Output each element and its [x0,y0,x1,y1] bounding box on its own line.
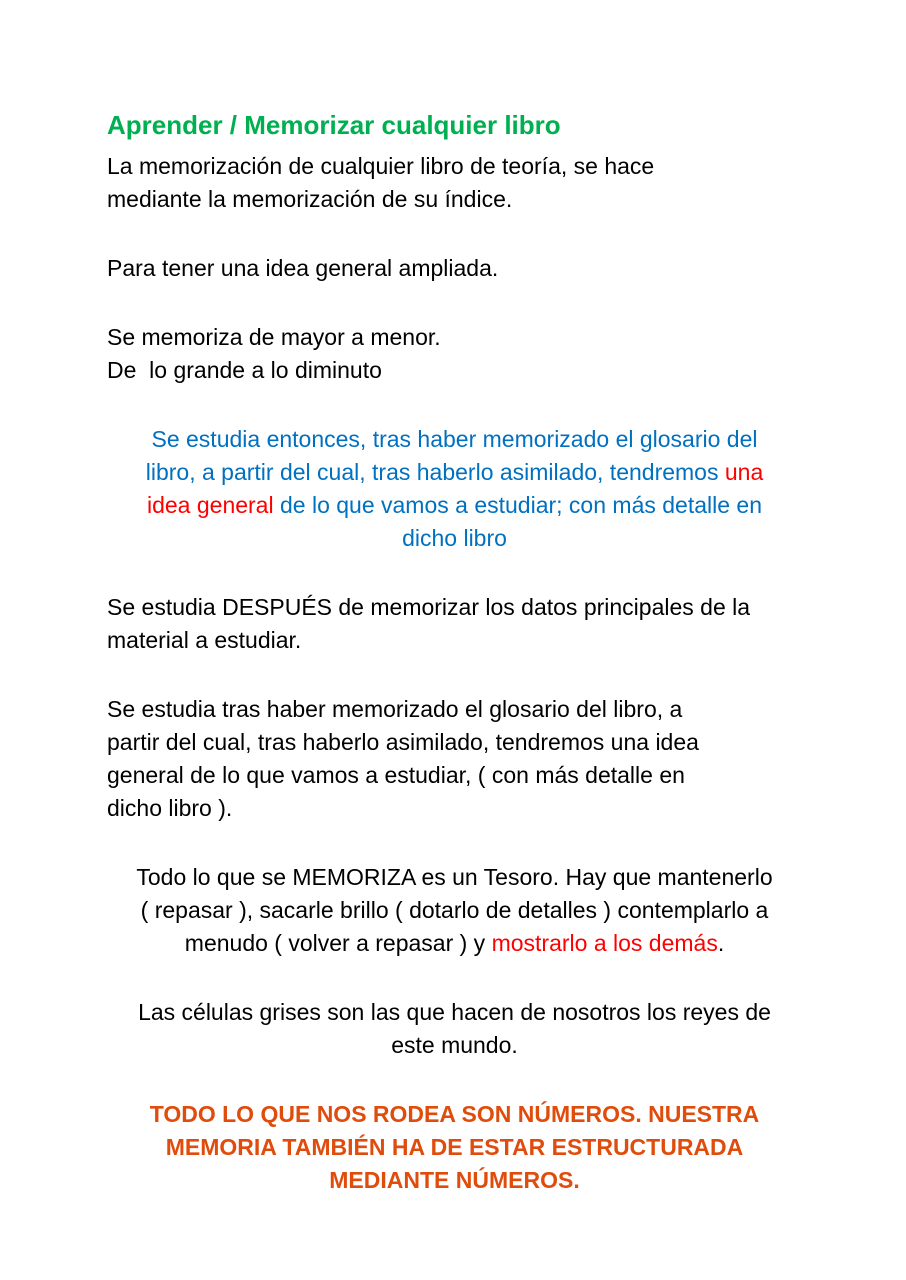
paragraph-blue-note [107,423,802,555]
paragraph-intro [107,150,802,216]
paragraph-numeros [107,1098,802,1197]
red-highlight-segment: mostrarlo a los demás [491,930,718,956]
paragraph-glosario-line-2: partir del cual, tras haberlo asimilado, tendremos una idea [107,729,699,755]
black-segment: . [717,930,725,956]
paragraph-idea-general [107,252,802,285]
paragraph-intro-line-1: La memorización de cualquier libro de teoría, se hace [107,153,655,179]
blue-segment: libro, a partir del cual, tras haberlo asimilado, tendremos [145,459,725,485]
paragraph-intro-line-2: mediante la memorización de su índice. [107,186,513,212]
paragraph-glosario [107,693,802,825]
paragraph-glosario-line-4: dicho libro ). [107,795,233,821]
paragraph-numeros-line-1: TODO LO QUE NOS RODEA SON NÚMEROS. NUESTRA [149,1101,760,1127]
paragraph-mayor-a-menor-line-2: De lo grande a lo diminuto [107,357,382,383]
paragraph-celulas-grises [107,996,802,1062]
paragraph-glosario-line-3: general de lo que vamos a estudiar, ( con más detalle en [107,762,685,788]
blue-segment: de lo que vamos a estudiar; con más detalle en [273,492,762,518]
paragraph-despues [107,591,802,657]
paragraph-blue-note-line-3 [107,489,802,522]
paragraph-mayor-a-menor [107,321,802,387]
paragraph-blue-note-line-2 [107,456,802,489]
paragraph-blue-note-line-4: dicho libro [402,525,507,551]
paragraph-despues-line-1: Se estudia DESPUÉS de memorizar los datos principales de la [107,594,751,620]
paragraph-tesoro-line-3 [107,927,802,960]
black-segment: menudo ( volver a repasar ) y [184,930,492,956]
paragraph-tesoro-line-2: ( repasar ), sacarle brillo ( dotarlo de detalles ) contemplarlo a [140,897,769,923]
paragraph-mayor-a-menor-line-1: Se memoriza de mayor a menor. [107,324,441,350]
red-highlight-segment: idea general [146,492,274,518]
paragraph-idea-general-line-1: Para tener una idea general ampliada. [107,255,499,281]
paragraph-blue-note-line-1: Se estudia entonces, tras haber memorizado el glosario del [151,426,758,452]
paragraph-celulas-grises-line-2: este mundo. [391,1032,518,1058]
document-title: Aprender / Memorizar cualquier libro [107,110,561,140]
red-highlight-segment: una [724,459,764,485]
paragraph-numeros-line-3: MEDIANTE NÚMEROS. [329,1167,580,1193]
paragraph-despues-line-2: material a estudiar. [107,627,302,653]
paragraph-glosario-line-1: Se estudia tras haber memorizado el glosario del libro, a [107,696,683,722]
paragraph-tesoro-line-1: Todo lo que se MEMORIZA es un Tesoro. Hay que mantenerlo [136,864,773,890]
paragraph-celulas-grises-line-1: Las células grises son las que hacen de nosotros los reyes de [138,999,771,1025]
paragraph-tesoro [107,861,802,960]
paragraph-numeros-line-2: MEMORIA TAMBIÉN HA DE ESTAR ESTRUCTURADA [165,1134,744,1160]
